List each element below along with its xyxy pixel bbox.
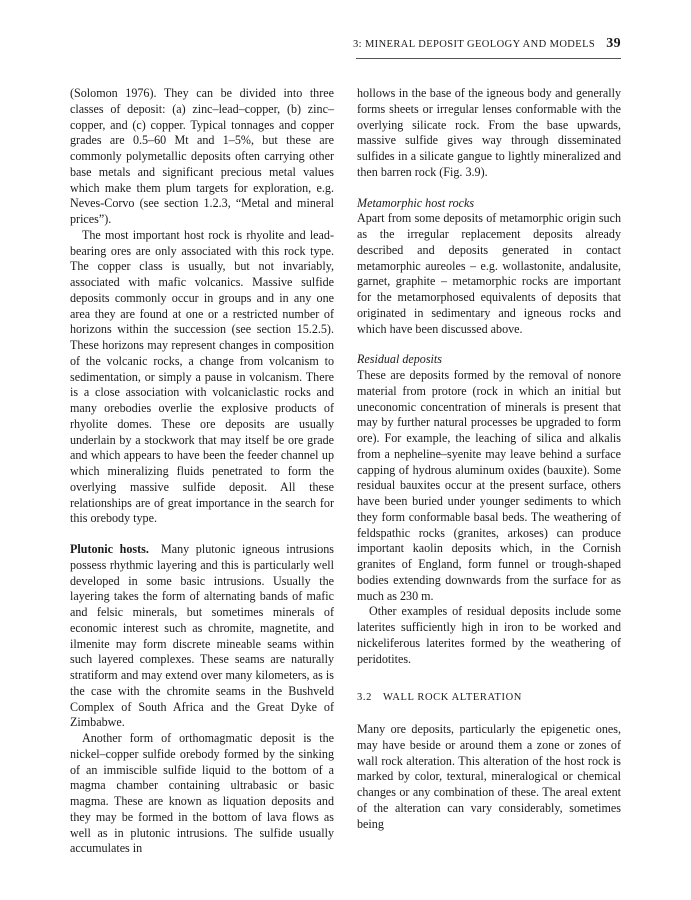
paragraph-text: Many plutonic igneous intrusions possess rhythmic layering and this is particularly well developed in some basic intrusions. Usually the layering takes the form of alternating bands of mafic and felsic minerals, but sometimes minerals of economic interest such as chromite, magnetite, and ilmenite may form discrete mineable seams within such layered complexes. These seams are naturally stratiform and may extend over many kilometers, as is the case with the chromite seams in the Bushveld Complex of South Africa and the Great Dyke of Zimbabwe.: [70, 542, 334, 730]
subheading-residual: Residual deposits: [357, 352, 442, 367]
spacer: [70, 527, 334, 542]
left-column: [70, 86, 334, 857]
paragraph: Another form of orthomagmatic deposit is the nickel–copper sulfide orebody formed by the sinking of an immiscible sulfide liquid to the bottom of a magma chamber containing ultrabasic or basic magma. These are known as liquation deposits and they may be formed in the bottom of lava flows as well as in plutonic intrusions. The sulfide usually accumulates in: [70, 731, 334, 856]
run-in-heading: Plutonic hosts.: [70, 542, 149, 556]
running-header: [70, 36, 621, 52]
paragraph: hollows in the base of the igneous body and generally forms sheets or irregular lenses conformable with the overlying silicate rock. From the base upwards, massive sulfide gives way through disseminated sulfides in a silicate gangue to lightly mineralized and then barren rock (Fig. 3.9).: [357, 86, 621, 179]
chapter-title: 3: MINERAL DEPOSIT GEOLOGY AND MODELS: [352, 39, 596, 50]
spacer: [357, 337, 621, 352]
paragraph: Other examples of residual deposits include some laterites sufficiently high in iron to be worked and nickeliferous laterites formed by the weathering of peridotites.: [357, 604, 621, 666]
paragraph: Apart from some deposits of metamorphic origin such as the irregular replacement deposits already described and deposits generated in contact metamorphic aureoles – e.g. wollastonite, andalusite, garnet, graphite – metamorphic rocks are important for the metamorphosed equivalents of deposits that originated in sedimentary and igneous rocks and which have been discussed above.: [357, 211, 621, 336]
paragraph: Many ore deposits, particularly the epigenetic ones, may have beside or around them a zone or zones of wall rock alteration. This alteration of the host rock is marked by color, textural, mineralogical or chemical changes or any combination of these. The areal extent of the alteration can vary considerably, sometimes being: [357, 722, 621, 831]
spacer: [357, 667, 621, 682]
section-number: 3.2: [357, 692, 372, 704]
right-column: [357, 86, 621, 832]
paragraph: The most important host rock is rhyolite and lead-bearing ores are only associated with this rock type. The copper class is usually, but not invariably, associated with mafic volcanics. Massive sulfide deposits commonly occur in groups and in any one area they are found at one or a restricted number of horizons within the succession (see section 15.2.5). These horizons may represent changes in composition of the volcanic rocks, a change from volcanism to sedimentation, or simply a pause in volcanism. There is a close association with volcaniclastic rocks and many orebodies overlie the explosive products of rhyolite domes. These ore deposits are usually underlain by a stockwork that may itself be ore grade and which appears to have been the feeder channel up which mineralizing fluids penetrated to form the overlying massive sulfide deposit. All these relationships are of great importance in the search for this orebody type.: [70, 227, 334, 526]
paragraph-plutonic-hosts: [70, 542, 334, 731]
section-title: WALL ROCK ALTERATION: [382, 692, 522, 704]
header-rule: [356, 58, 621, 59]
subheading-metamorphic: Metamorphic host rocks: [357, 195, 475, 210]
paragraph: These are deposits formed by the removal of nonore material from protore (rock in which an initial but uneconomic concentration of minerals is present that may by further natural processes be upgraded to form ore). For example, the leaching of silica and alkalis from a nepheline–syenite may leave behind a surface capping of hydrous aluminum oxides (bauxite). Some residual bauxites occur at the present surface, others have been buried under younger sediments to which they form conformable basal beds. The weathering of feldspathic rocks (granites, arkoses) can produce important kaolin deposits which, in the Cornish granites of England, form funnel or trough-shaped bodies extending downwards from the surface for as much as 230 m.: [357, 368, 621, 603]
page-number: 39: [606, 36, 621, 51]
spacer: [357, 181, 621, 196]
paragraph: (Solomon 1976). They can be divided into three classes of deposit: (a) zinc–lead–copper, (b) zinc–copper, and (c) copper. Typical tonnages and copper grades are 0.5–60 Mt and 1–5%, but these are commonly polymetallic deposits often carrying other base metals and significant precious metal values which make them plum targets for exploration, e.g. Neves-Corvo (see section 1.2.3, “Metal and mineral prices”).: [70, 86, 334, 226]
section-heading: [357, 690, 621, 706]
